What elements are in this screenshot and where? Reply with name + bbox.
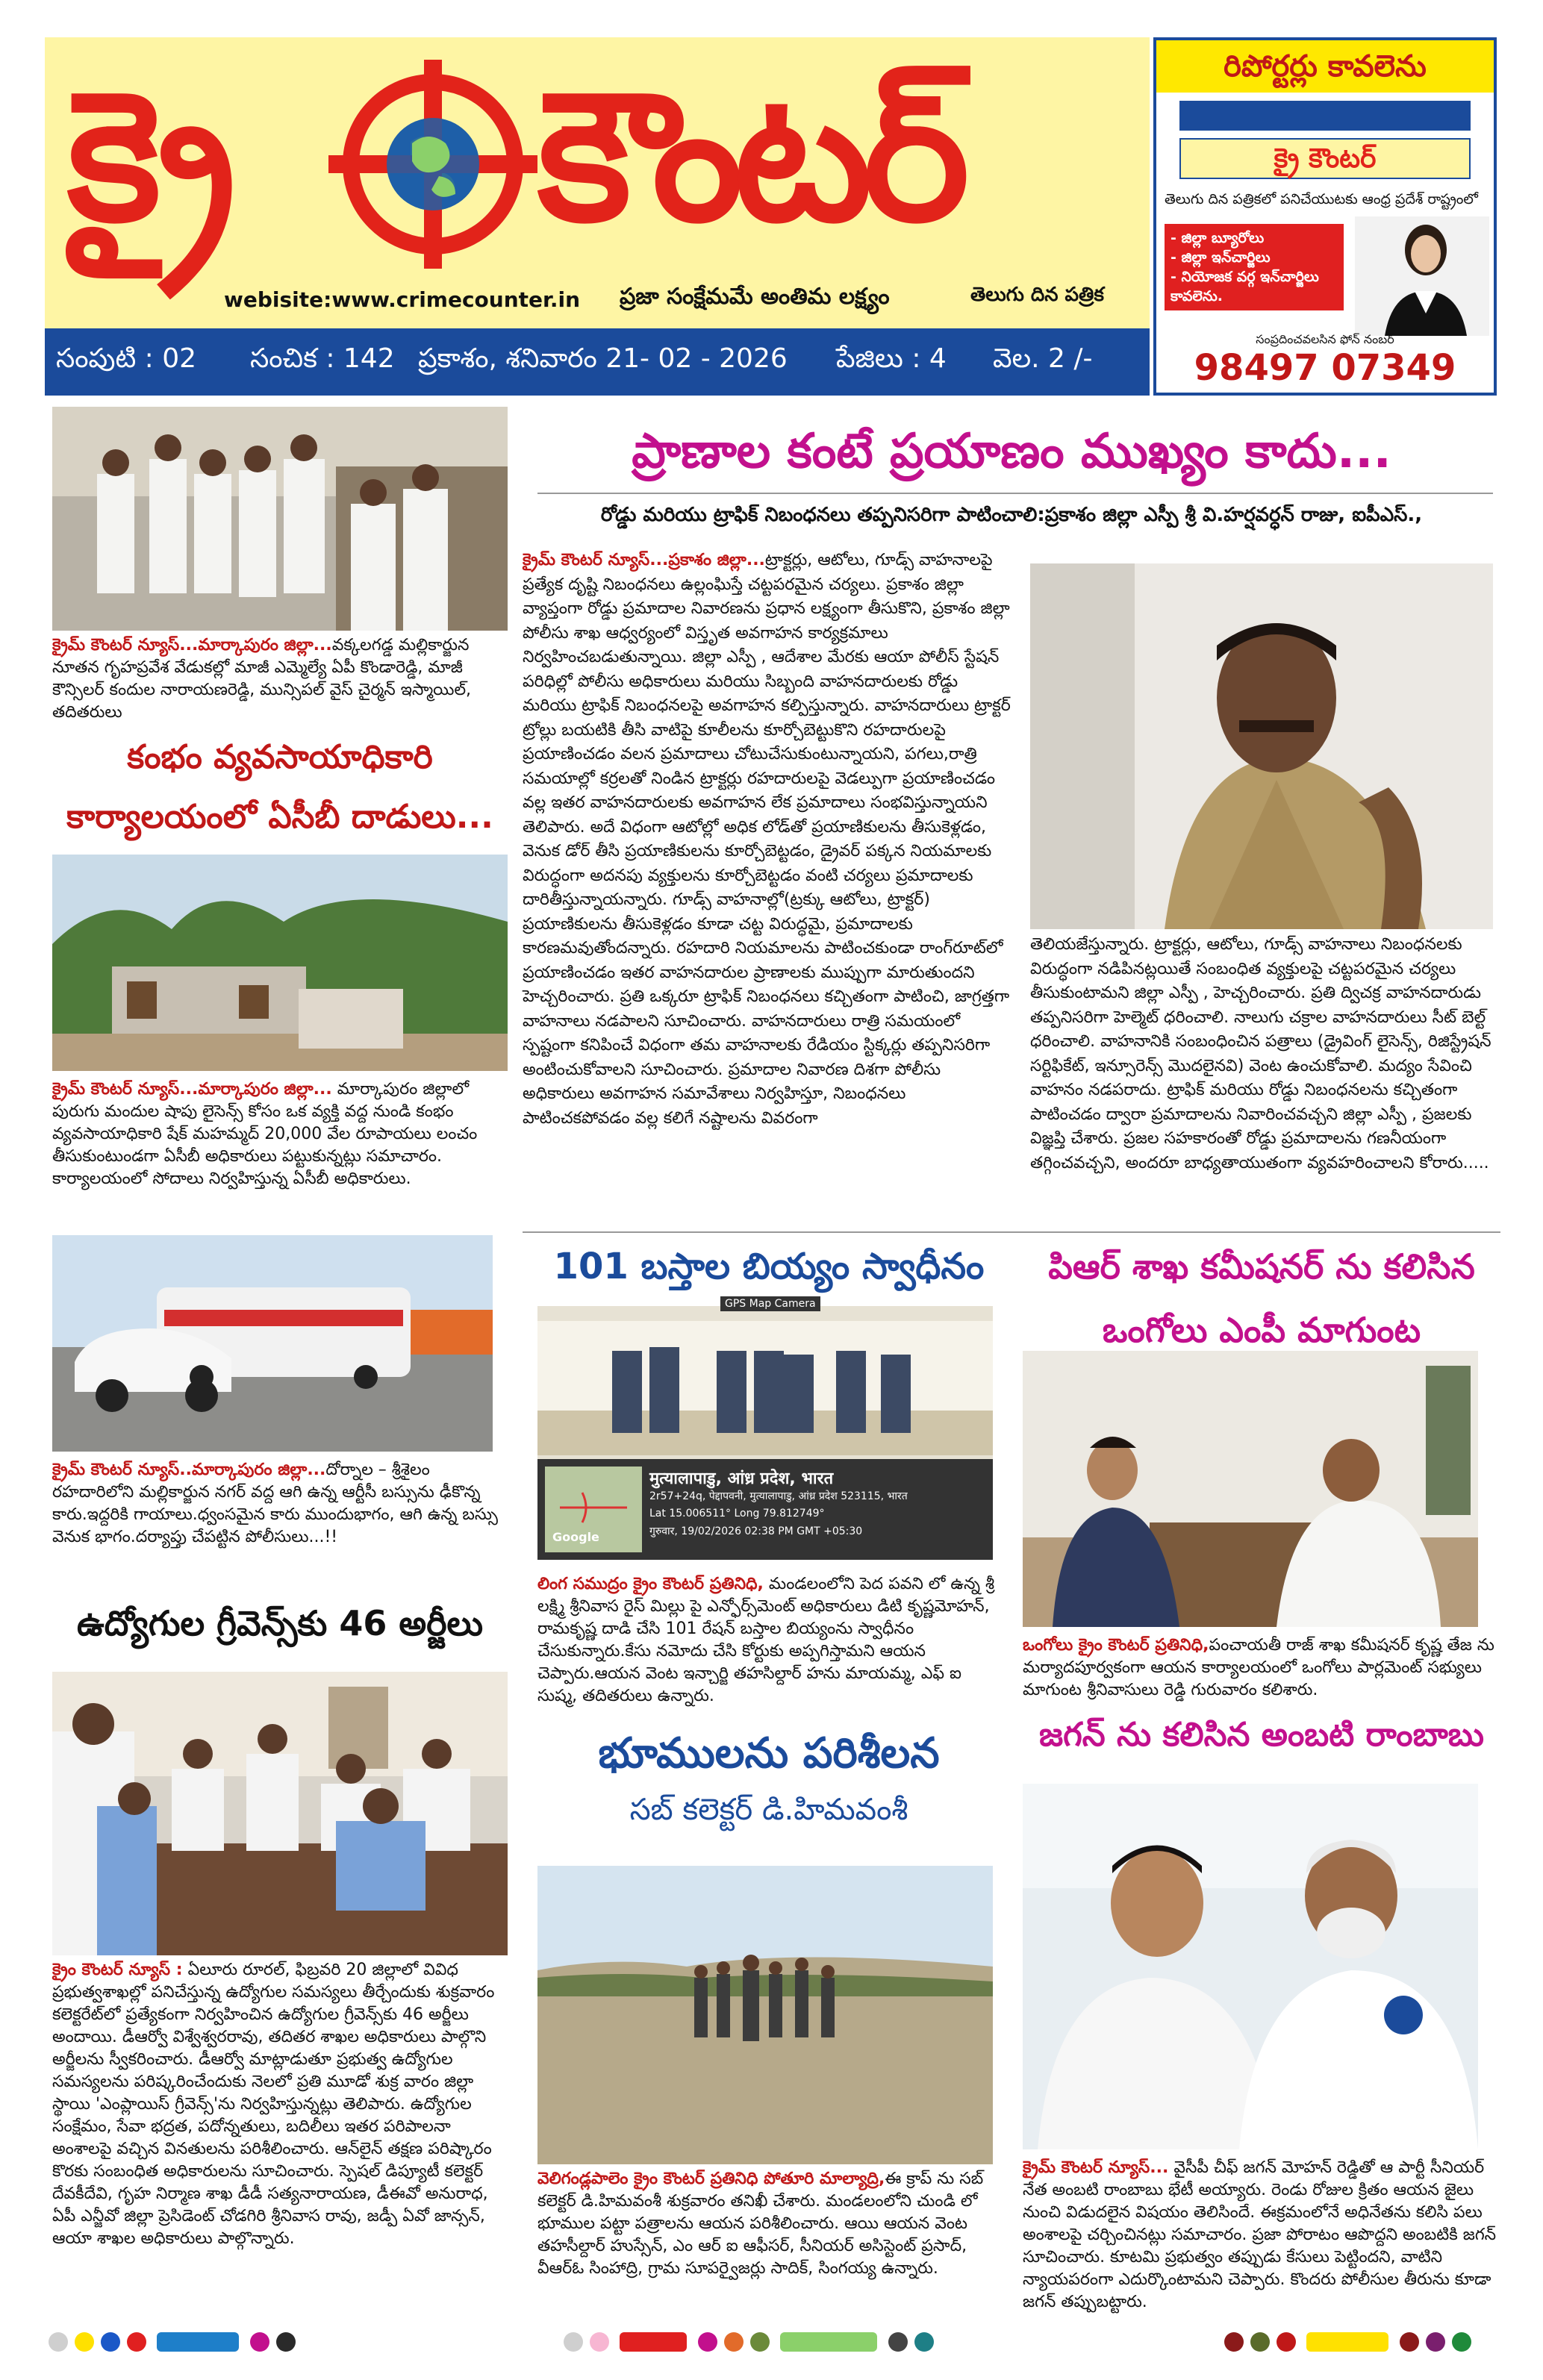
- divider: [523, 1231, 1500, 1233]
- ad-woman-photo: [1355, 216, 1489, 336]
- grievance-article: [52, 1959, 508, 2250]
- color-mark: [127, 2332, 146, 2352]
- color-mark: [1426, 2332, 1445, 2352]
- color-mark: [724, 2332, 744, 2352]
- article-text: వక్కలగడ్డ మల్లికార్జున నూతన గృహప్రవేశ వేడుకల్లో మాజీ ఎమ్మెల్యే ఏపీ కొండారెడ్డి, మాజీ కౌన్సిలర్ కందుల నారాయణరెడ్డి, మున్సిపల్ వైస్ చైర్మన్ ఇస్మాయిల్, తదితరులు: [52, 636, 472, 722]
- pr-article: [1023, 1634, 1500, 1702]
- color-mark: [888, 2332, 908, 2352]
- color-mark: [590, 2332, 609, 2352]
- gps-address: 2r57+24q, पेद्दापवनी, मुत्यालापाडु, आंध्र प्रदेश 523115, भारत: [649, 1490, 908, 1502]
- color-mark: [1306, 2332, 1388, 2352]
- acb-raid-headline: కంభం వ్యవసాయాధికారి కార్యాలయంలో ఏసీబీ దాడులు...: [66, 738, 493, 836]
- accident-photo: [52, 1235, 493, 1452]
- article-lead: క్రైమ్ కౌంటర్ న్యూస్...ప్రకాశం జిల్లా...: [523, 551, 765, 569]
- globe-logo-icon: [328, 60, 537, 269]
- article-lead: ఒంగోలు క్రైం కౌంటర్ ప్రతినిధి,: [1023, 1636, 1209, 1655]
- tagline: ప్రజా సంక్షేమమే అంతిమ లక్ష్యం: [620, 284, 890, 310]
- article-lead: క్రైమ్ కౌంటర్ న్యూస్..మార్కాపురం జిల్లా...: [52, 1461, 326, 1479]
- jagan-article: [1023, 2157, 1500, 2314]
- main-headline: ప్రాణాల కంటే ప్రయాణం ముఖ్యం కాదు...: [632, 424, 1391, 479]
- acb-raid-article: [52, 1078, 508, 1190]
- land-article: [537, 2168, 1000, 2280]
- accident-article: [52, 1459, 508, 1549]
- land-subhead: సబ్ కలెక్టర్ డి.హిమవంశీ: [629, 1793, 908, 1827]
- article-lead: క్రైమ్ కౌంటర్ న్యూస్...మార్కాపురం జిల్లా...: [52, 1080, 332, 1099]
- color-mark: [49, 2332, 68, 2352]
- ad-band: [1179, 101, 1471, 131]
- gps-location: मुत्यालापाडु, आंध्र प्रदेश, भारत: [649, 1469, 834, 1488]
- pr-headline: పిఆర్ శాఖ కమీషనర్ ను కలిసిన ఒంగోలు ఎంపీ మాగుంట: [1048, 1246, 1475, 1350]
- gps-coordinates: Lat 15.006511° Long 79.812749°: [649, 1508, 825, 1519]
- color-mark: [698, 2332, 717, 2352]
- gps-camera-label: GPS Map Camera: [720, 1296, 820, 1311]
- sp-portrait-photo: [1030, 563, 1493, 929]
- land-headline: భూములను పరిశీలన: [598, 1729, 940, 1778]
- article-text: వైసీపీ చీఫ్ జగన్ మోహన్ రెడ్డితో ఆ పార్టీ సీనియర్ నేత అంబటి రాంబాబు భేటీ అయ్యారు. రెండు రోజుల క్రితం ఆయన జైలు నుంచి విడుదలైన విషయం తెలిసిందే. ఈక్రమంలోనే అధినేతను కలిసి పలు అంశాలపై చర్చించినట్లు సమాచారం. ప్రజా పోరాటం ఆపొద్దని అంబటికి జగన్ సూచించారు. కూటమి ప్రభుత్వం తప్పుడు కేసులు పెట్టిందని, వాటిని న్యాయపరంగా ఎదుర్కొంటామని చెప్పారు. కొందరు పోలీసుల తీరును కూడా జగన్ తప్పుబట్టారు.: [1023, 2158, 1497, 2311]
- color-mark: [276, 2332, 296, 2352]
- color-mark: [1224, 2332, 1244, 2352]
- article-text: మార్కాపురం జిల్లాలో పురుగు మందుల షాపు లైసెన్స్ కోసం ఒక వ్యక్తి వద్ద నుండి కంభం వ్యవసాయాధికారి షేక్ మహమ్మద్ 20,000 వేల రూపాయలు లంచం తీసుకుంటుండగా ఏసీబీ అధికారులు పట్టుకున్నట్లు సమాచారం. కార్యాలయంలో సోదాలు నిర్వహిస్తున్న ఏసీబీ అధికారులు.: [52, 1080, 478, 1188]
- color-mark: [250, 2332, 269, 2352]
- color-mark: [620, 2332, 687, 2352]
- main-article-left: [523, 549, 1015, 1131]
- color-mark: [75, 2332, 94, 2352]
- logo-text-right: కౌంటర్: [537, 52, 961, 261]
- color-mark: [1277, 2332, 1296, 2352]
- article-lead: క్రైమ్ కౌంటర్ న్యూస్...మార్కాపురం జిల్లా...: [52, 636, 332, 655]
- date-label: ప్రకాశం, శనివారం 21- 02 - 2026: [418, 343, 788, 374]
- ad-logo: క్రై కౌంటర్: [1179, 138, 1471, 179]
- housewarming-article: [52, 634, 508, 724]
- ad-phone-number[interactable]: 98497 07349: [1194, 347, 1456, 389]
- logo-text-left: క్రై: [67, 52, 229, 261]
- color-mark: [101, 2332, 120, 2352]
- color-mark: [750, 2332, 770, 2352]
- land-inspection-photo: [537, 1866, 993, 2164]
- pr-meeting-photo: [1023, 1351, 1478, 1627]
- jagan-headline: జగన్ ను కలిసిన అంబటి రాంబాబు: [1038, 1716, 1484, 1754]
- main-subhead: రోడ్డు మరియు ట్రాఫిక్ నిబంధనలు తప్పనిసరిగా పాటించాలి:ప్రకాశం జిల్లా ఎస్పీ శ్రీ వి.హర్షవర్ధన్ రాజు, ఐపీఎస్.,: [600, 504, 1423, 526]
- article-lead: లింగ సముద్రం క్రైం కౌంటర్ ప్రతినిధి,: [537, 1575, 764, 1593]
- ad-text: తెలుగు దిన పత్రికలో పనిచేయుటకు ఆంధ్ర ప్రదేశ్ రాష్ట్రంలో: [1165, 191, 1478, 207]
- rice-article: [537, 1573, 1000, 1708]
- website-url[interactable]: webisite:www.crimecounter.in: [224, 287, 581, 312]
- paper-type: తెలుగు దిన పత్రిక: [970, 284, 1104, 306]
- color-mark: [564, 2332, 583, 2352]
- google-label: Google: [552, 1530, 599, 1544]
- article-text: ఈ క్రాప్ ను సబ్ కలెక్టర్ డి.హిమవంశీ శుక్రవారం తనిఖీ చేశారు. మండలంలోని చుండి లో భూముల పట్టా పత్రాలను ఆయన పరిశీలించారు. ఆయి ఆయన వెంట తహసీల్దార్ హుస్సేన్, ఎం ఆర్ ఐ ఆఫీసర్, సీనియర్ అసిస్టెంట్ ప్రసాద్, వీఆర్ఓ సింహాద్రి, గ్రామ సూపర్వైజర్లు సాదిక్, సింగయ్య ఉన్నారు.: [537, 2170, 984, 2278]
- article-text: ట్రాక్టర్లు, ఆటోలు, గూడ్స్ వాహనాలపై ప్రత్యేక దృష్టి నిబంధనలు ఉల్లంఘిస్తే చట్టపరమైన చర్యలు. ప్రకాశం జిల్లా వ్యాప్తంగా రోడ్డు ప్రమాదాల నివారణను ప్రధాన లక్ష్యంగా తీసుకొని, ప్రకాశం జిల్లా పోలీసు శాఖ ఆధ్వర్యంలో విస్తృత అవగాహన కార్యక్రమాలు నిర్వహించబడుతున్నాయి. జిల్లా ఎస్పీ , ఆదేశాల మేరకు ఆయా పోలీస్ స్టేషన్ పరిధిల్లో పోలీసు అధికారులు మరియు సిబ్బంది వాహనదారులకు రోడ్డు మరియు ట్రాఫిక్ నిబంధనలపై అవగాహన కల్పిస్తున్నారు. వాహనదారులు ట్రాక్టర్ ట్రోల్లు బయటికి తీసి వాటిపై కూలీలను కూర్చోబెట్టుకొని రహదారులపై ప్రయాణించడం వలన ప్రమాదాలు చోటుచేసుకుంటున్నాయని, పగలు,రాత్రి సమయాల్లో కర్రలతో నిండిన ట్రాక్టర్లు రహదారులపై వెడల్పుగా ప్రయాణించడం వల్ల ఇతర వాహనదారులకు అవగాహన లేక ప్రమాదాలు సంభవిస్తున్నాయని తెలిపారు. అదే విధంగా ఆటోల్లో అధిక లోడ్‌తో ప్రయాణికులను తీసుకెళ్లడం, వెనుక డోర్ తీసి ప్రయాణికులను కూర్చోబెట్టడం, డ్రైవర్ పక్కన నియమాలకు విరుద్ధంగా అదనపు వ్యక్తులను కూర్చోబెట్టడం వంటి చర్యలు ప్రమాదాలకు దారితీస్తున్నాయన్నారు. గూడ్స్ వాహనాల్లో(ట్రక్కు ఆటోలు, ట్రాక్టర్) ప్రయాణికులను తీసుకెళ్లడం కూడా చట్ట విరుద్ధమై, ప్రమాదాలకు కారణమవుతోందన్నారు. రహదారి నియమాలను పాటించకుండా రాంగ్‌రూట్‌లో ప్రయాణించడం ఇతర వాహనదారుల ప్రాణాలకు ముప్పుగా మారుతుందని హెచ్చరించారు. ప్రతి ఒక్కరూ ట్రాఫిక్ నిబంధనలు కచ్చితంగా పాటించి, జాగ్రత్తగా వాహనాలు నడపాలని సూచించారు. వాహనదారులు రాత్రి సమయంలో స్పష్టంగా కనిపించే విధంగా తమ వాహనాలకు రేడియం స్టిక్కర్లు తప్పనిసరిగా అంటించుకోవాలని సూచించారు. ప్రమాదాల నివారణ దిశగా పోలీసు అధికారులు అవగాహన సమావేశాలు నిర్వహిస్తూ, నిబంధనలు పాటించకపోవడం వల్ల కలిగే నష్టాలను వివరంగా: [523, 551, 1011, 1128]
- main-article-right: తెలియజేస్తున్నారు. ట్రాక్టర్లు, ఆటోలు, గూడ్స్ వాహనాలు నిబంధనలకు విరుద్ధంగా నడిపినట్లయితే సంబంధిత వ్యక్తులపై చట్టపరమైన చర్యలు తీసుకుంటామని జిల్లా ఎస్పీ , హెచ్చరించారు. ప్రతి ద్విచక్ర వాహనదారుడు తప్పనిసరిగా హెల్మెట్ ధరించాలి. నాలుగు చక్రాల వాహనదారులు సీట్ బెల్ట్ ధరించాలి. వాహనానికి సంబంధించిన పత్రాలు (డ్రైవింగ్ లైసెన్స్, రిజిస్ట్రేషన్ సర్టిఫికేట్, ఇన్సూరెన్స్ మొదలైనవి) వెంట ఉంచుకోవాలి. మద్యం సేవించి వాహనం నడపరాదు. ట్రాఫిక్ మరియు రోడ్డు నిబంధనలను కచ్చితంగా పాటించడం ద్వారా ప్రమాదాలను నివారించవచ్చని జిల్లా ఎస్పీ , ప్రజలకు విజ్ఞప్తి చేశారు. ప్రజల సహకారంతో రోడ్డు ప్రమాదాలను గణనీయంగా తగ్గించవచ్చని, అందరూ బాధ్యతాయుతంగా వ్యవహరించాలని కోరారు.....: [1030, 935, 1491, 1172]
- jagan-meeting-photo: [1023, 1784, 1478, 2149]
- agriculture-office-photo: [52, 855, 508, 1071]
- gps-timestamp: गुरुवार, 19/02/2026 02:38 PM GMT +05:30: [649, 1525, 863, 1537]
- volume-label: సంపుటి : 02: [56, 343, 197, 374]
- article-text: పంచాయతీ రాజ్ శాఖ కమీషనర్ కృష్ణ తేజ ను మర్యాదపూర్వకంగా ఆయన కార్యాలయంలో ఒంగోలు పార్లమెంట్ సభ్యులు మాగుంట శ్రీనివాసులు రెడ్డి గురువారం కలిశారు.: [1023, 1636, 1494, 1699]
- article-lead: క్రైం కౌంటర్ న్యూస్ :: [52, 1961, 183, 1979]
- housewarming-photo: [52, 407, 508, 631]
- issue-label: సంచిక : 142: [250, 343, 395, 374]
- divider: [537, 493, 1493, 494]
- ad-headline: రిపోర్టర్లు కావలెను: [1156, 40, 1494, 93]
- grievance-headline: ఉద్యోగుల గ్రీవెన్స్‌కు 46 అర్జీలు: [77, 1603, 483, 1643]
- rice-seizure-photo: [537, 1306, 993, 1560]
- color-mark: [1250, 2332, 1270, 2352]
- pages-label: పేజిలు : 4: [836, 343, 947, 374]
- color-mark: [780, 2332, 877, 2352]
- article-text: దోర్నాల – శ్రీశైలం రహదారిలోని మల్లికార్జున నగర్ వద్ద ఆగి ఉన్న ఆర్టీసీ బస్సును ఢీకొన్న కారు.ఇద్దరికి గాయాలు.ధ్వంసమైన కారు ముందుభాగం, ఆగి ఉన్న బస్సు వెనుక భాగం.దర్యాప్తు చేపట్టిన పోలీసులు...!!: [52, 1461, 498, 1546]
- article-lead: క్రైమ్ కౌంటర్ న్యూస్...: [1023, 2158, 1169, 2177]
- article-text: మండలంలోని పెద పవని లో ఉన్న శ్రీ లక్ష్మి శ్రీనివాస రైస్ మిల్లు పై ఎన్ఫోర్స్‌మెంట్ అధికారులు డిటి కృష్ణమోహన్, రామకృష్ణ దాడి చేసి 101 రేషన్ బస్తాల బియ్యంను స్వాధీనం చేసుకున్నారు.కేసు నమోదు చేసి కోర్టుకు అప్పగిస్తామని ఆయన చెప్పారు.ఆయన వెంట ఇన్చార్జి తహసిల్దార్ హను మాయమ్మ, ఎఫ్ ఐ సుష్మ, తదితరులు ఉన్నారు.: [537, 1575, 995, 1705]
- color-mark: [157, 2332, 239, 2352]
- color-mark: [1400, 2332, 1419, 2352]
- color-mark: [914, 2332, 934, 2352]
- ad-positions-list: - జిల్లా బ్యూరోలు - జిల్లా ఇన్‌చార్జిలు - నియోజక వర్గ ఇన్‌చార్జిలు కావలెను.: [1165, 224, 1344, 310]
- info-bar: [45, 328, 1150, 396]
- ad-contact-label: సంప్రదించవలసిన ఫోన్ నంబర్: [1256, 332, 1394, 346]
- article-text: ఏలూరు రూరల్, ఫిబ్రవరి 20 జిల్లాలో వివిధ ప్రభుత్వశాఖల్లో పనిచేస్తున్న ఉద్యోగుల సమస్యలు తీర్చేందుకు శుక్రవారం కలెక్టరేట్‌లో ప్రత్యేకంగా నిర్వహించిన ఉద్యోగుల గ్రీవెన్స్‌కు 46 అర్జీలు అందాయి. డీఆర్వో విశ్వేశ్వరరావు, తదితర శాఖల అధికారులు పాల్గొని అర్జీలను స్వీకరించారు. డీఆర్వో మాట్లాడుతూ ప్రభుత్వ ఉద్యోగుల సమస్యలను పరిష్కరించేందుకు నెలలో ప్రతి మూడో శుక్ర వారం జిల్లా స్థాయి 'ఎంప్లాయిస్ గ్రీవెన్స్'ను నిర్వహిస్తున్నట్లు తెలిపారు. ఉద్యోగుల సంక్షేమం, సేవా భద్రత, పదోన్నతులు, బదిలీలు ఇతర పరిపాలనా అంశాలపై వచ్చిన వినతులను పరిశీలించారు. ఆన్‌లైన్ తక్షణ పరిష్కారం కొరకు సంబంధిత అధికారులను సూచించారు. స్పెషల్ డిప్యూటీ కలెక్టర్ దేవకీదేవి, గృహ నిర్మాణ శాఖ డీడీ సత్యనారాయణ, డీఈవో అనురాధ, ఏపీ ఎన్జీవో జిల్లా ప్రెసిడెంట్ చోడగిరి శ్రీనివాస రావు, జడ్పీ ఏవో జాన్సన్, ఆయా శాఖల అధికారులు పాల్గొన్నారు.: [52, 1961, 495, 2248]
- rice-headline: 101 బస్తాల బియ్యం స్వాధీనం: [553, 1246, 985, 1287]
- grievance-photo: [52, 1672, 508, 1955]
- price-label: వెల. 2 /-: [993, 343, 1093, 374]
- color-mark: [1452, 2332, 1471, 2352]
- article-lead: వెలిగండ్లపాలెం క్రైం కౌంటర్ ప్రతినిధి పోతూరి మాల్యాద్రి,: [537, 2170, 885, 2188]
